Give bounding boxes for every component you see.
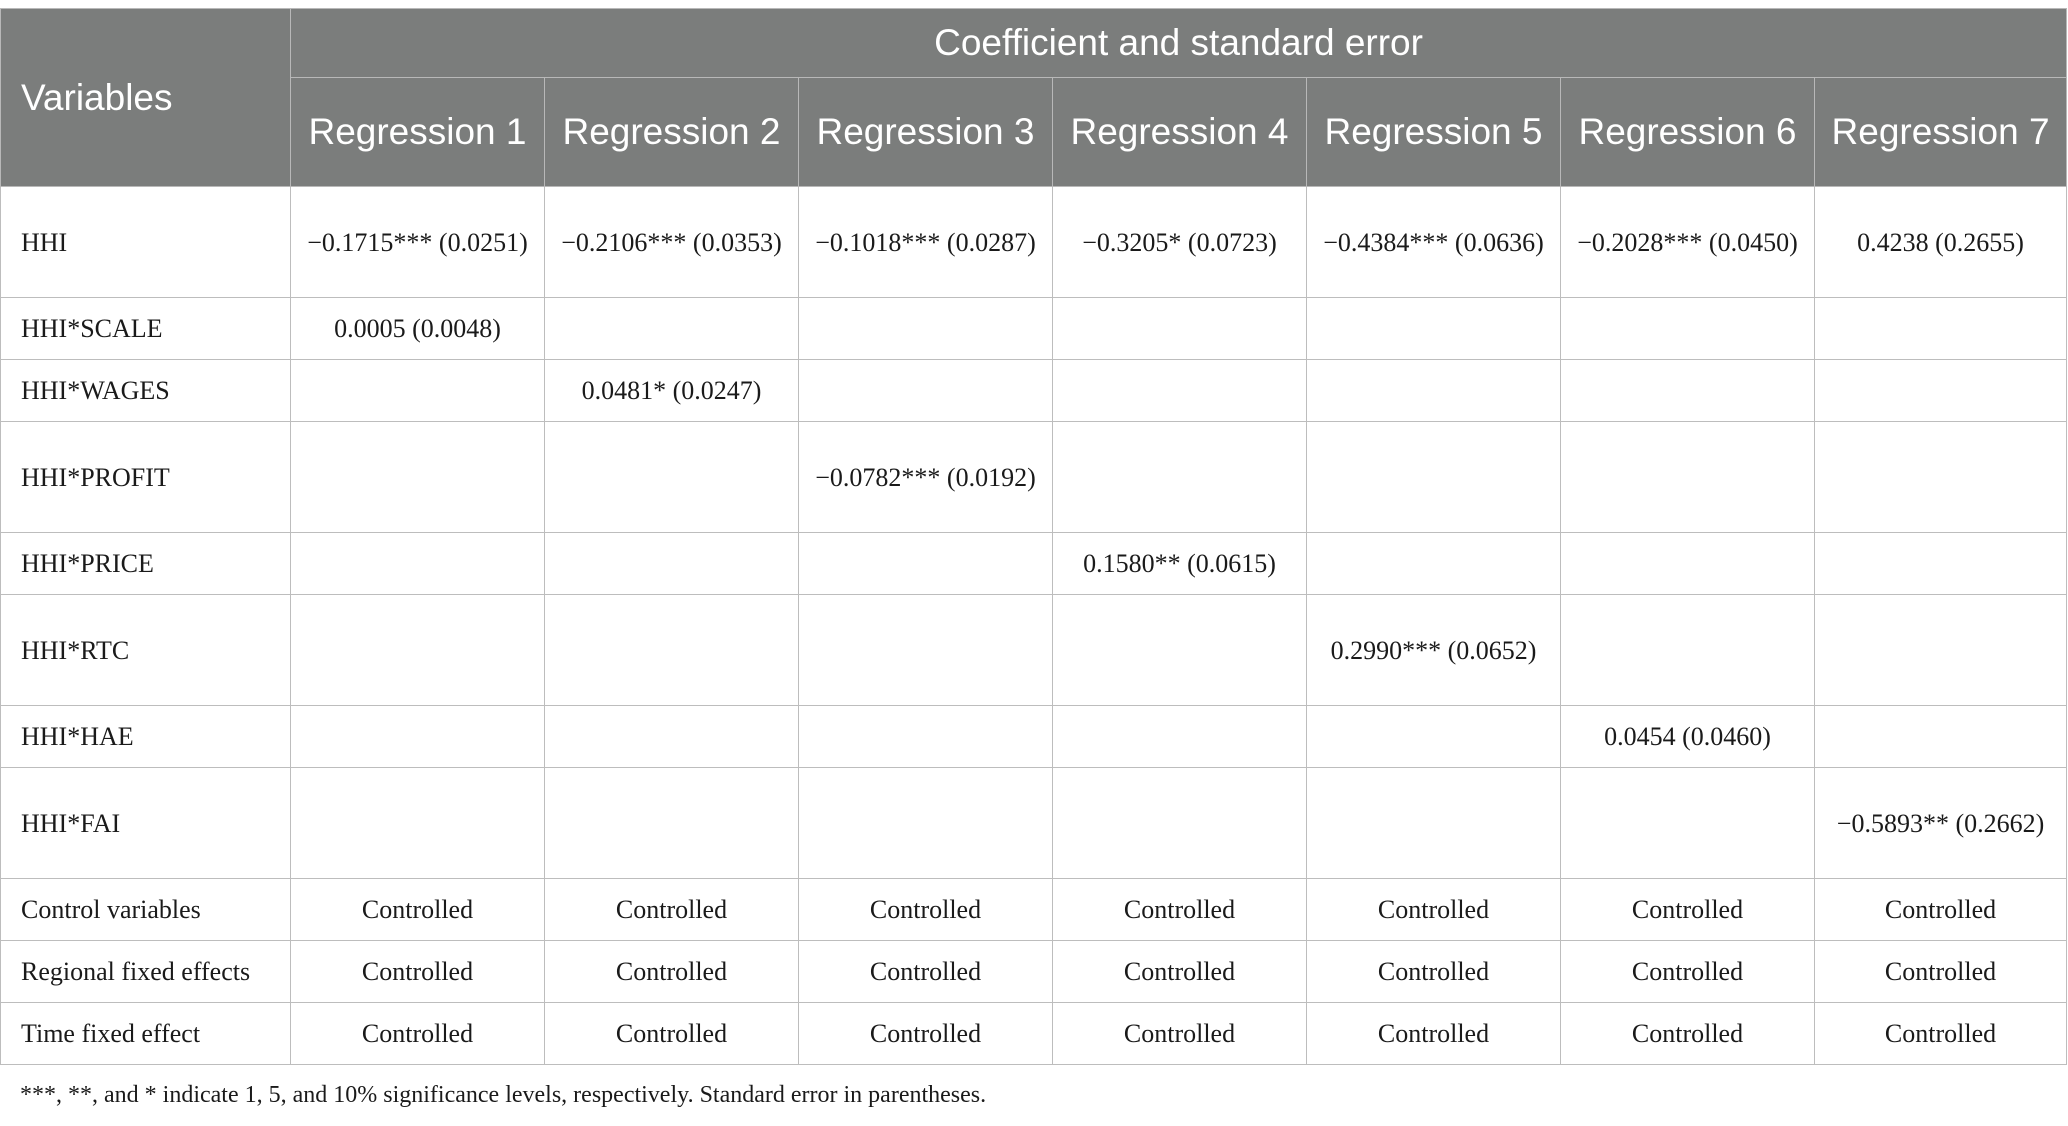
table-cell: −0.3205* (0.0723) — [1053, 187, 1307, 298]
table-cell: −0.0782*** (0.0192) — [799, 422, 1053, 533]
table-cell: Controlled — [545, 941, 799, 1003]
table-cell: Controlled — [799, 1003, 1053, 1065]
table-cell: 0.0005 (0.0048) — [291, 298, 545, 360]
table-cell — [799, 533, 1053, 595]
table-cell: 0.0454 (0.0460) — [1561, 706, 1815, 768]
table-cell: 0.1580** (0.0615) — [1053, 533, 1307, 595]
table-row — [1, 1003, 2067, 1065]
table-cell — [1053, 360, 1307, 422]
table-cell — [799, 706, 1053, 768]
table-cell — [1053, 595, 1307, 706]
table-footnote: ***, **, and * indicate 1, 5, and 10% significance levels, respectively. Standard error in parentheses. — [20, 1082, 987, 1108]
table-cell: 0.4238 (0.2655) — [1815, 187, 2067, 298]
table-cell — [1053, 706, 1307, 768]
table-cell: Controlled — [799, 879, 1053, 941]
table-cell — [1561, 533, 1815, 595]
table-cell: Controlled — [545, 879, 799, 941]
table-cell: Controlled — [1815, 941, 2067, 1003]
table-cell — [291, 706, 545, 768]
table-cell: Controlled — [1053, 941, 1307, 1003]
table-cell: Controlled — [1561, 879, 1815, 941]
table-cell — [1307, 533, 1561, 595]
table-row — [1, 595, 2067, 706]
table-cell — [799, 360, 1053, 422]
table-row — [1, 533, 2067, 595]
table-row — [1, 706, 2067, 768]
table-cell — [291, 422, 545, 533]
table-cell — [799, 768, 1053, 879]
row-label: HHI — [1, 187, 291, 298]
column-header: Regression 2 — [545, 78, 799, 187]
table-cell: Controlled — [291, 941, 545, 1003]
table-cell — [545, 706, 799, 768]
row-label: Control variables — [1, 879, 291, 941]
regression-table-container — [0, 8, 2068, 1065]
table-cell — [545, 533, 799, 595]
table-cell — [291, 595, 545, 706]
column-header: Regression 3 — [799, 78, 1053, 187]
table-cell: Controlled — [291, 1003, 545, 1065]
table-row — [1, 941, 2067, 1003]
table-cell: −0.5893** (0.2662) — [1815, 768, 2067, 879]
table-cell: 0.2990*** (0.0652) — [1307, 595, 1561, 706]
table-cell — [1307, 422, 1561, 533]
table-cell: Controlled — [799, 941, 1053, 1003]
column-header: Regression 7 — [1815, 78, 2067, 187]
table-cell: Controlled — [1307, 941, 1561, 1003]
table-cell: Controlled — [1307, 1003, 1561, 1065]
table-cell: −0.2028*** (0.0450) — [1561, 187, 1815, 298]
table-row — [1, 422, 2067, 533]
row-label: HHI*HAE — [1, 706, 291, 768]
table-cell: Controlled — [1561, 1003, 1815, 1065]
table-cell: −0.1715*** (0.0251) — [291, 187, 545, 298]
column-header: Regression 1 — [291, 78, 545, 187]
table-cell — [799, 595, 1053, 706]
row-label: HHI*FAI — [1, 768, 291, 879]
table-cell: −0.1018*** (0.0287) — [799, 187, 1053, 298]
table-cell — [545, 422, 799, 533]
table-cell — [1561, 360, 1815, 422]
table-cell: 0.0481* (0.0247) — [545, 360, 799, 422]
table-row — [1, 768, 2067, 879]
table-cell: −0.2106*** (0.0353) — [545, 187, 799, 298]
column-header: Regression 6 — [1561, 78, 1815, 187]
table-cell — [799, 298, 1053, 360]
table-row — [1, 187, 2067, 298]
row-label: Time fixed effect — [1, 1003, 291, 1065]
table-cell: Controlled — [291, 879, 545, 941]
table-cell: Controlled — [1053, 1003, 1307, 1065]
table-cell — [1561, 595, 1815, 706]
table-cell: Controlled — [1815, 879, 2067, 941]
table-row — [1, 879, 2067, 941]
row-label: Regional fixed effects — [1, 941, 291, 1003]
table-cell — [1561, 768, 1815, 879]
table-cell — [545, 768, 799, 879]
variables-header: Variables — [1, 9, 291, 187]
column-header: Regression 4 — [1053, 78, 1307, 187]
table-row — [1, 298, 2067, 360]
table-cell — [1053, 422, 1307, 533]
table-cell — [1307, 768, 1561, 879]
table-cell — [545, 595, 799, 706]
table-cell — [1053, 768, 1307, 879]
table-cell — [1815, 706, 2067, 768]
table-cell: Controlled — [1815, 1003, 2067, 1065]
row-label: HHI*WAGES — [1, 360, 291, 422]
table-cell — [1307, 360, 1561, 422]
table-cell — [1307, 298, 1561, 360]
table-cell — [1815, 595, 2067, 706]
row-label: HHI*RTC — [1, 595, 291, 706]
row-label: HHI*PROFIT — [1, 422, 291, 533]
row-label: HHI*SCALE — [1, 298, 291, 360]
table-cell — [291, 533, 545, 595]
table-cell — [291, 768, 545, 879]
table-cell — [1815, 298, 2067, 360]
coefficient-group-header: Coefficient and standard error — [291, 9, 2067, 78]
table-row — [1, 360, 2067, 422]
table-cell — [1053, 298, 1307, 360]
table-cell — [1815, 360, 2067, 422]
table-cell: Controlled — [1307, 879, 1561, 941]
table-cell — [1815, 533, 2067, 595]
column-header: Regression 5 — [1307, 78, 1561, 187]
table-cell — [291, 360, 545, 422]
table-cell — [1561, 422, 1815, 533]
table-cell — [1815, 422, 2067, 533]
table-cell: Controlled — [1053, 879, 1307, 941]
regression-table — [0, 8, 2067, 1065]
table-cell — [1307, 706, 1561, 768]
table-cell — [1561, 298, 1815, 360]
table-cell — [545, 298, 799, 360]
table-cell: −0.4384*** (0.0636) — [1307, 187, 1561, 298]
row-label: HHI*PRICE — [1, 533, 291, 595]
table-cell: Controlled — [545, 1003, 799, 1065]
table-cell: Controlled — [1561, 941, 1815, 1003]
